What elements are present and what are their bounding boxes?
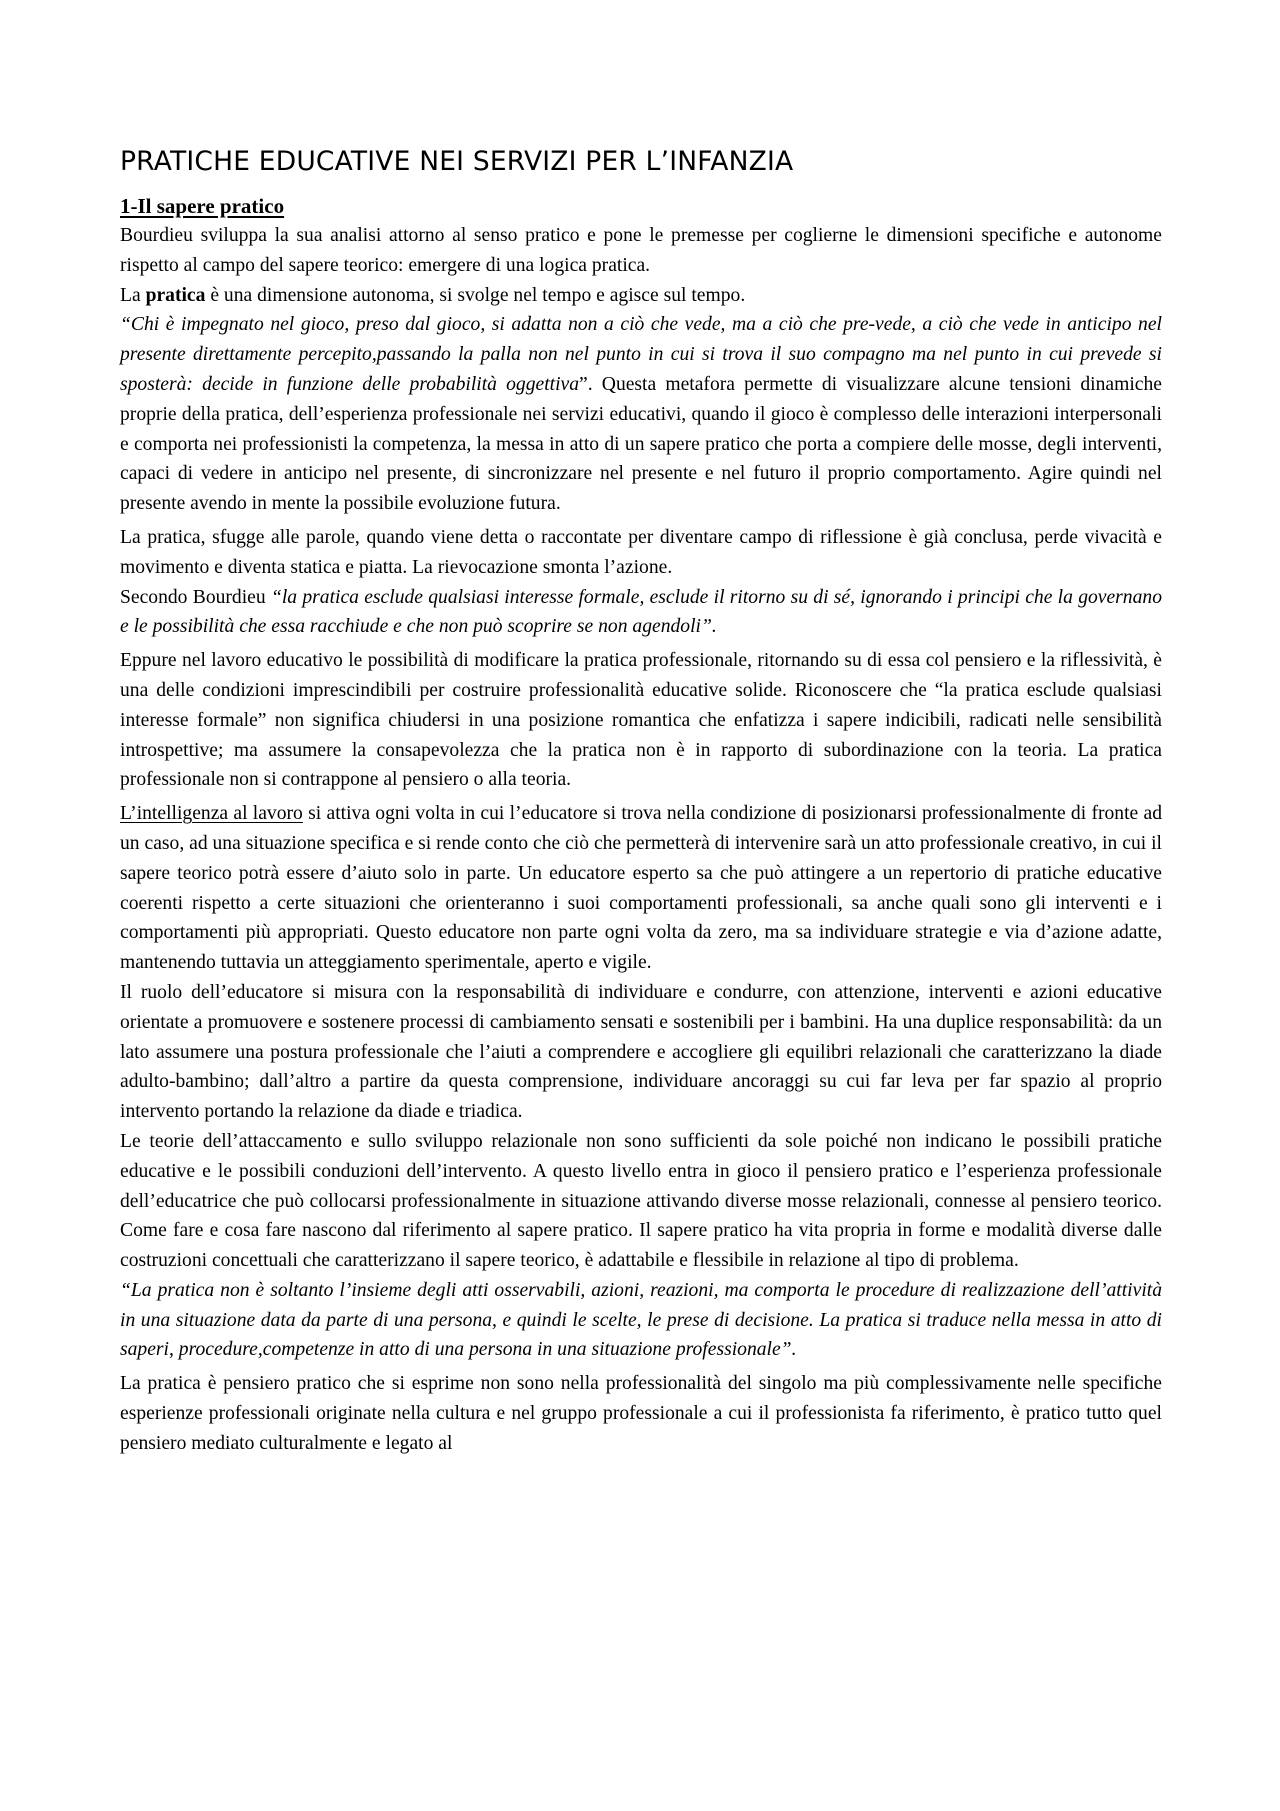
paragraph-11: La pratica è pensiero pratico che si esprime non sono nella professionalità del singolo ma più complessivamente nelle specifiche esperienze professionali originate nella cultura e nel gruppo professionale a cui il professionista fa riferimento, è pratico tutto quel pensiero mediato culturalmente e legato al: [120, 1373, 1162, 1454]
paragraph-7: [120, 799, 1162, 978]
paragraph-10-quote: “La pratica non è soltanto l’insieme degli atti osservabili, azioni, reazioni, ma comporta le procedure di realizzazione dell’attività in una situazione data da parte di una persona, e quindi le scelte, le prese di decisione. La pratica si traduce nella messa in atto di saperi, procedure,competenze in atto di una persona in una situazione professionale”.: [120, 1279, 1162, 1361]
paragraph-5: [120, 583, 1162, 643]
paragraph-1: Bourdieu sviluppa la sua analisi attorno al senso pratico e pone le premesse per coglierne le dimensioni specifiche e autonome rispetto al campo del sapere teorico: emergere di una logica pratica.: [120, 225, 1162, 276]
paragraph-8: Il ruolo dell’educatore si misura con la responsabilità di individuare e condurre, con attenzione, interventi e azioni educative orientate a promuovere e sostenere processi di cambiamento sensati e sostenibili per i bambini. Ha una duplice responsabilità: da un lato assumere una postura professionale che l’aiuti a comprendere e accogliere gli equilibri relazionali che caratterizzano la diade adulto-bambino; dall’altro a partire da questa comprensione, individuare ancoraggi su cui far leva per far spazio al proprio intervento portando la relazione da diade e triadica.: [120, 981, 1162, 1123]
paragraph-7-rest: si attiva ogni volta in cui l’educatore si trova nella condizione di posizionarsi professionalmente di fronte ad un caso, ad una situazione specifica e si rende conto che ciò che permetterà di intervenire sarà un atto professionale creativo, in cui il sapere teorico potrà essere d’aiuto solo in parte. Un educatore esperto sa che può attingere a un repertorio di pratiche educative coerenti rispetto a certe situazioni che orienteranno i suoi comportamenti professionali, sa anche quali sono gli interventi e i comportamenti più appropriati. Questo educatore non parte ogni volta da zero, ma sa individuare strategie e via d’azione adatte, mantenendo tuttavia un atteggiamento sperimentale, aperto e vigile.: [120, 803, 1162, 974]
section-heading: 1-Il sapere pratico: [120, 194, 285, 218]
paragraph-4: La pratica, sfugge alle parole, quando viene detta o raccontate per diventare campo di riflessione è già conclusa, perde vivacità e movimento e diventa statica e piatta. La rievocazione smonta l’azione.: [120, 526, 1162, 578]
paragraph-3-rest: ”. Questa metafora permette di visualizzare alcune tensioni dinamiche proprie della pratica, dell’esperienza professionale nei servizi educativi, quando il gioco è complesso delle interazioni interpersonali e comporta nei professionisti la competenza, la messa in atto di un sapere pratico che porta a compiere delle mosse, degli interventi, capaci di vedere in anticipo nel presente, di sincronizzare nel presente e nel futuro il proprio comportamento. Agire quindi nel presente avendo in mente la possibile evoluzione futura.: [120, 373, 1162, 515]
document-page: [120, 145, 1162, 1459]
paragraph-2-bold-term: pratica: [145, 284, 206, 306]
paragraph-7-underlined-term: L’intelligenza al lavoro: [120, 803, 303, 825]
paragraph-2-suffix: è una dimensione autonoma, si svolge nel tempo e agisce sul tempo.: [205, 284, 746, 306]
paragraph-2-prefix: La: [120, 284, 146, 306]
paragraph-3-quote: “Chi è impegnato nel gioco, preso dal gioco, si adatta non a ciò che vede, ma a ciò che pre-vede, a ciò che vede in anticipo nel presente direttamente percepito,passando la palla non nel punto in cui si trova il suo compagno ma nel punto in cui prevede si sposterà: decide in funzione delle probabilità oggettiva: [120, 314, 1162, 395]
paragraph-5-quote: “la pratica esclude qualsiasi interesse formale, esclude il ritorno su di sé, ignorando i principi che la governano e le possibilità che essa racchiude e che non può scoprire se non agendoli”.: [120, 586, 1162, 638]
document-title: PRATICHE EDUCATIVE NEI SERVIZI PER L’INFANZIA: [120, 146, 794, 177]
paragraph-2: [120, 281, 1162, 311]
paragraph-5-prefix: Secondo Bourdieu: [120, 586, 271, 608]
paragraph-3: [120, 310, 1162, 519]
paragraph-6: Eppure nel lavoro educativo le possibilità di modificare la pratica professionale, ritornando su di essa col pensiero e la riflessività, è una delle condizioni imprescindibili per costruire professionalità educative solide. Riconoscere che “la pratica esclude qualsiasi interesse formale” non significa chiudersi in una posizione romantica che enfatizza i sapere indicibili, radicati nelle sensibilità introspettive; ma assumere la consapevolezza che la pratica non è in rapporto di subordinazione con la teoria. La pratica professionale non si contrappone al pensiero o alla teoria.: [120, 650, 1162, 791]
paragraph-9: Le teorie dell’attaccamento e sullo sviluppo relazionale non sono sufficienti da sole poiché non indicano le possibili pratiche educative e le possibili conduzioni dell’intervento. A questo livello entra in gioco il pensiero pratico e l’esperienza professionale dell’educatrice che può collocarsi professionalmente in situazione attivando diverse mosse relazionali, connesse al pensiero teorico. Come fare e cosa fare nascono dal riferimento al sapere pratico. Il sapere pratico ha vita propria in forme e modalità diverse dalle costruzioni concettuali che caratterizzano il sapere teorico, è adattabile e flessibile in relazione al tipo di problema.: [120, 1130, 1162, 1272]
